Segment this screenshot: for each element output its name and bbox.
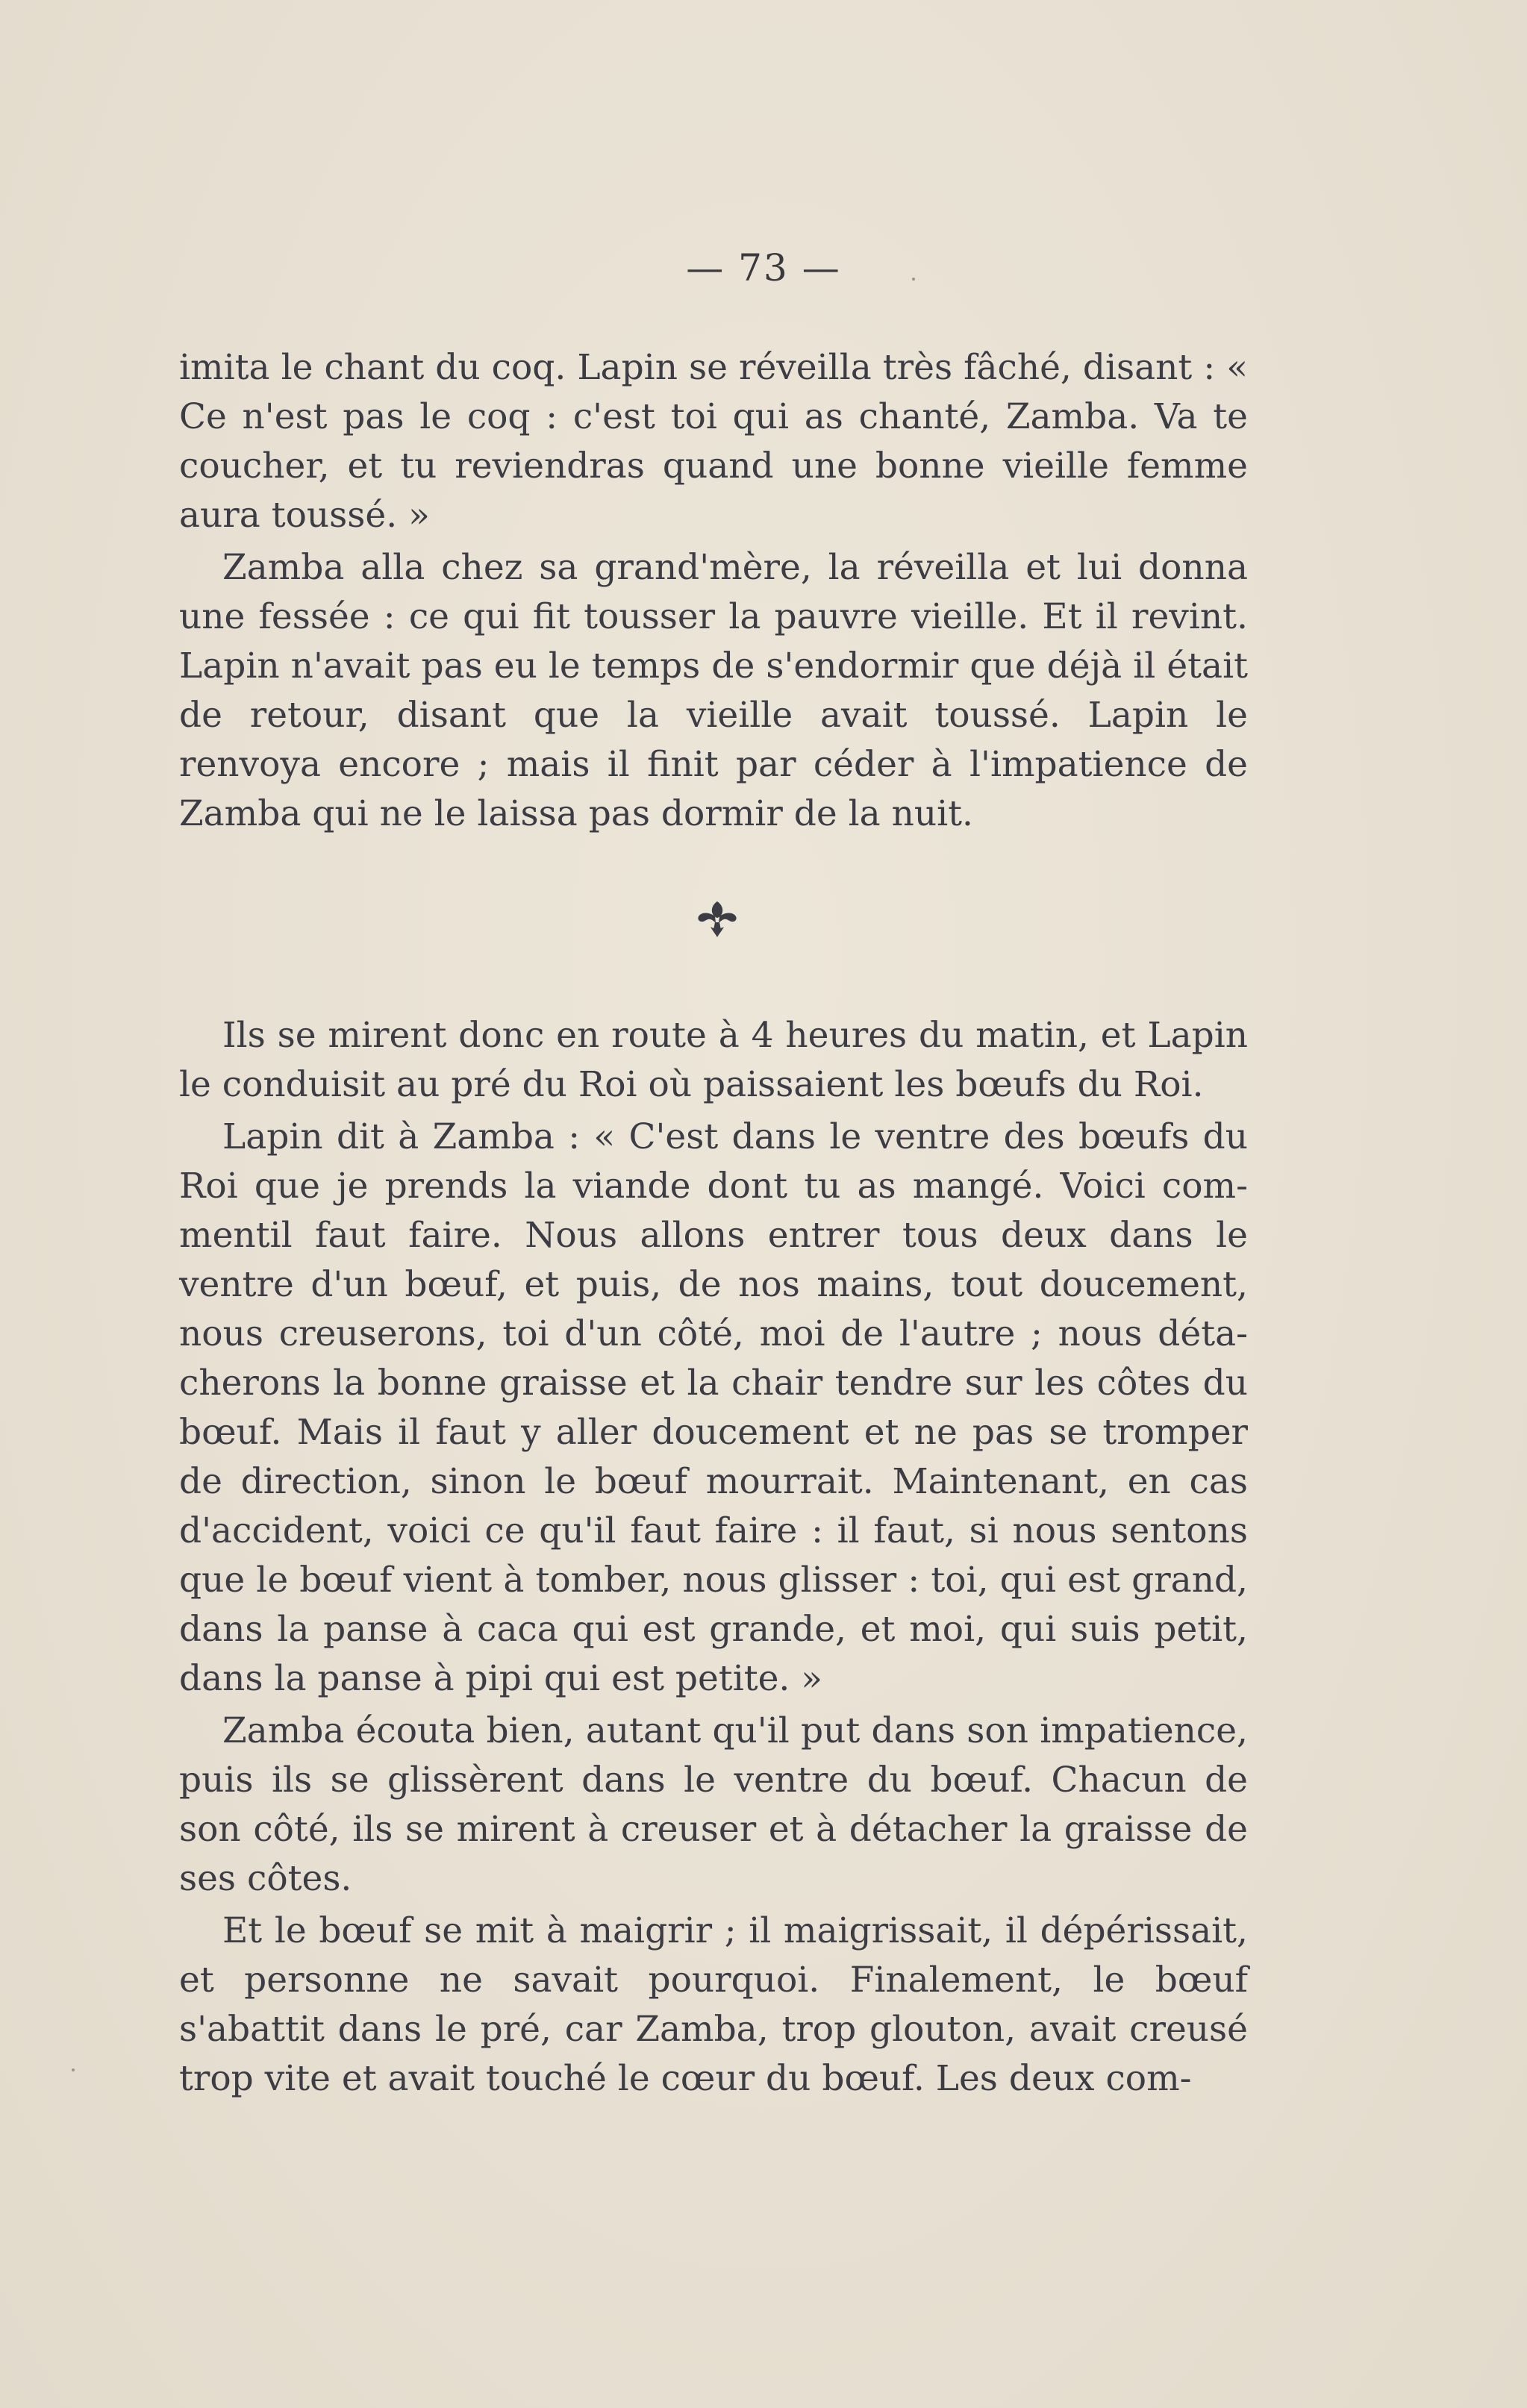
paragraph: Ils se mirent donc en route à 4 heures du matin, et Lapin le conduisit au pré du Roi où paissaient les bœufs du Roi. <box>179 1015 1248 1105</box>
paper-speck <box>912 278 915 281</box>
page-number: — 73 — <box>686 246 841 290</box>
fleuron-icon <box>693 894 742 943</box>
paragraph: Zamba alla chez sa grand'mère, la réveilla et lui donna une fessée : ce qui fit tousser la pauvre vieille. Et il revint. Lapin n'avait pas eu le temps de s'endormir que déjà il était de retour, disant que la vieille avait toussé. Lapin le renvoya encore ; mais il finit par céder à l'impatience de Zamba qui ne le laissa pas dormir de la nuit. <box>179 547 1248 834</box>
paragraph: Lapin dit à Zamba : « C'est dans le ventre des bœufs du Roi que je prends la viande dont tu as mangé. Voici commentil faut faire. Nous allons entrer tous deux dans le ventre d'un bœuf, et puis, de nos mains, tout doucement, nous creuserons, toi d'un côté, moi de l'autre ; nous détacherons la bonne graisse et la chair tendre sur les côtes du bœuf. Mais il faut y aller doucement et ne pas se tromper de direction, sinon le bœuf mourrait. Maintenant, en cas d'accident, voici ce qu'il faut faire : il faut, si nous sentons que le bœuf vient à tomber, nous glisser : toi, qui est grand, dans la panse à caca qui est grande, et moi, qui suis petit, dans la panse à pipi qui est petite. » <box>179 1116 1248 1699</box>
paragraph: imita le chant du coq. Lapin se réveilla très fâché, disant : « Ce n'est pas le coq : c'est toi qui as chanté, Zamba. Va te coucher, et tu reviendras quand une bonne vieille femme aura toussé. » <box>179 347 1248 536</box>
text-section-top <box>179 343 1248 842</box>
paragraph: Zamba écouta bien, autant qu'il put dans son impatience, puis ils se glissèrent dans le ventre du bœuf. Chacun de son côté, ils se mirent à creuser et à détacher la graisse de ses côtes. <box>179 1710 1248 1899</box>
paper-speck <box>72 2068 75 2071</box>
text-section-bottom <box>179 1011 1248 2107</box>
paragraph: Et le bœuf se mit à maigrir ; il maigrissait, il dépérissait, et personne ne savait pourquoi. Finalement, le bœuf s'abattit dans le pré, car Zamba, trop glouton, avait creusé trop vite et avait touché le cœur du bœuf. Les deux com- <box>179 1910 1248 2099</box>
